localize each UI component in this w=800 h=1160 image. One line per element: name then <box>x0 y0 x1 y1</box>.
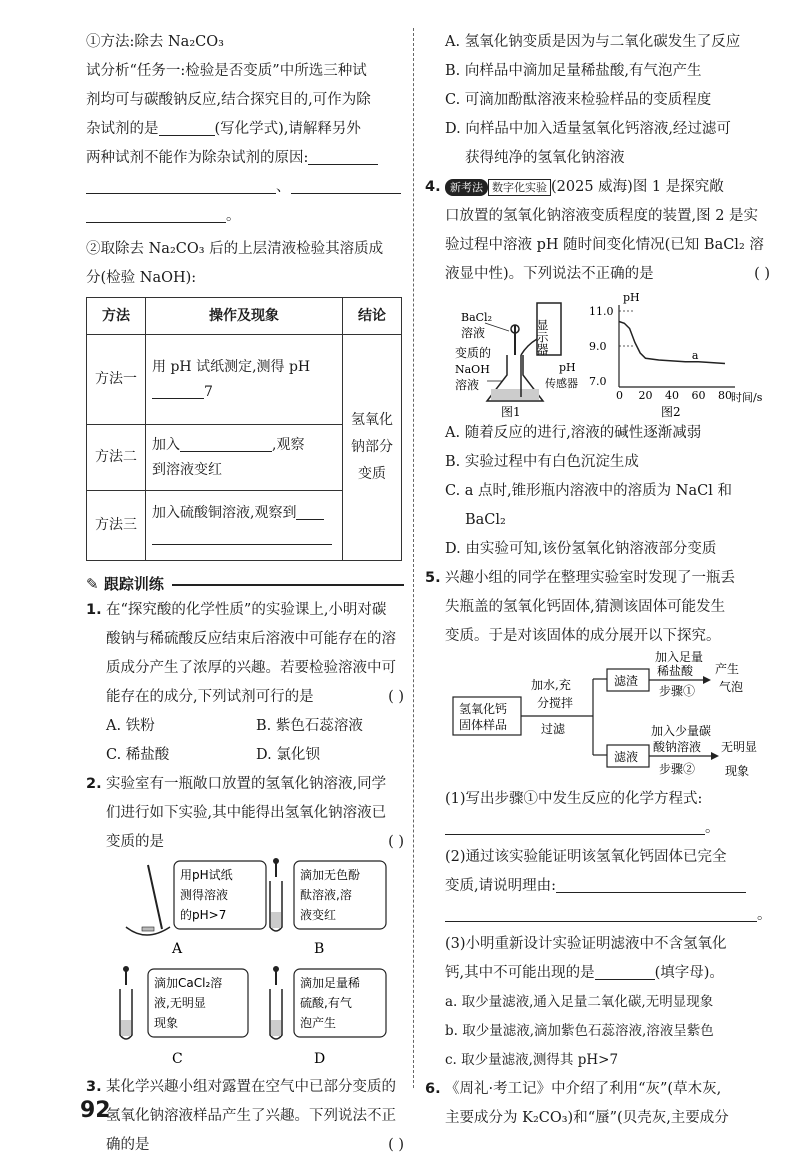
text-line: 两种试剂不能作为除杂试剂的原因: <box>86 144 404 173</box>
test-tube-icon <box>270 966 282 1039</box>
fig1-caption: 图1 <box>501 405 521 419</box>
answer-blank[interactable] <box>159 119 215 136</box>
ph-chart <box>589 291 763 419</box>
answer-blank[interactable] <box>445 818 705 835</box>
text-line: 变质的是 ( ) <box>86 828 404 857</box>
table-cell: 方法一 <box>87 335 146 425</box>
answer-blank[interactable] <box>86 206 226 223</box>
result2-label-2: 现象 <box>725 764 750 778</box>
answer-blank[interactable] <box>152 382 204 399</box>
result1-label-2: 气泡 <box>719 680 744 694</box>
note-b-2: 酞溶液,溶 <box>300 888 352 902</box>
option-d[interactable]: D. 向样品中加入适量氢氧化钙溶液,经过滤可 <box>445 121 731 137</box>
option-c[interactable]: C. a 点时,锥形瓶内溶液中的溶质为 NaCl 和 <box>445 483 732 499</box>
arrow-icon <box>711 752 719 760</box>
note-c-2: 液,无明显 <box>154 996 206 1010</box>
sample-label-2: 固体样品 <box>459 718 508 732</box>
answer-paren[interactable]: ( ) <box>388 689 404 705</box>
answer-blank[interactable] <box>291 177 401 194</box>
q2-figure <box>86 857 404 1073</box>
answer-blank[interactable] <box>86 177 276 194</box>
new-method-badge: 新考法 <box>445 179 488 196</box>
table-header: 操作及现象 <box>146 298 343 335</box>
fig1-label-sensor: 传感器 <box>545 377 578 390</box>
fig1-label-ph: pH <box>559 361 576 374</box>
table-header: 方法 <box>87 298 146 335</box>
answer-blank[interactable] <box>296 503 324 520</box>
y-tick-label: 9.0 <box>589 340 607 353</box>
result1-label-1: 产生 <box>715 662 740 676</box>
question-2: 2. 实验室有一瓶敞口放置的氢氧化钠溶液,同学 <box>86 776 387 792</box>
mid-label-2: 分搅拌 <box>537 696 574 710</box>
y-tick-label: 11.0 <box>589 305 614 318</box>
step2-label-3: 步骤② <box>659 762 696 776</box>
text-line: 钙,其中不可能出现的是 (填字母)。 <box>445 965 724 981</box>
step2-label-1: 加入少量碳 <box>651 724 712 738</box>
step1-label-3: 步骤① <box>659 684 696 698</box>
text-line: 。 <box>425 814 770 843</box>
mid-label-1: 加水,充 <box>531 678 571 692</box>
option-d[interactable]: D. 由实验可知,该份氢氧化钠溶液部分变质 <box>445 541 717 557</box>
filtrate-label: 滤液 <box>614 750 639 764</box>
fig1-label-deteriorated: 变质的 <box>455 346 492 360</box>
question-1: 1. 在“探究酸的化学性质”的实验课上,小明对碳 <box>86 602 387 618</box>
mid-label-3: 过滤 <box>541 722 566 736</box>
answer-blank[interactable] <box>308 148 378 165</box>
text-line: 口放置的氢氧化钠溶液变质程度的装置,图 2 是实 <box>445 208 759 224</box>
x-axis-label: 时间/s <box>731 391 763 404</box>
fig2-caption: 图2 <box>661 405 681 419</box>
step1-label-1: 加入足量 <box>655 651 704 664</box>
option-a[interactable]: A. 随着反应的进行,溶液的碱性逐渐减弱 <box>445 425 702 441</box>
label-b: B <box>314 941 325 957</box>
answer-blank[interactable] <box>556 876 746 893</box>
table-cell: 方法二 <box>87 425 146 491</box>
text-line: 们进行如下实验,其中能得出氢氧化钠溶液已 <box>106 805 387 821</box>
text-line: 杂试剂的是 (写化学式),请解释另外 <box>86 121 361 137</box>
table-cell: 加入 ,观察 到溶液变红 <box>146 425 343 491</box>
left-column <box>86 28 404 1160</box>
point-a-label: a <box>691 348 699 362</box>
experiment-table <box>86 297 402 561</box>
q4-figure-svg <box>425 289 770 419</box>
option-b[interactable]: B. 向样品中滴加足量稀盐酸,有气泡产生 <box>445 63 702 79</box>
option-b[interactable]: B. 紫色石蕊溶液 <box>256 718 363 734</box>
note-c-3: 现象 <box>154 1016 179 1030</box>
table-cell: 用 pH 试纸测定,测得 pH 7 <box>146 335 343 425</box>
text-line: 试分析“任务一:检验是否变质”中所选三种试 <box>86 63 367 79</box>
answer-paren[interactable]: ( ) <box>388 834 404 850</box>
option-d[interactable]: D. 氯化钡 <box>256 747 320 763</box>
text-line: 能存在的成分,下列试剂可行的是 ( ) <box>86 683 404 712</box>
q4-figures <box>425 289 770 419</box>
question-6: 6. 《周礼·考工记》中介绍了利用“灰”(草木灰, <box>425 1081 722 1097</box>
source-tag: (2025 威海) <box>551 179 633 195</box>
table-cell: 加入硫酸铜溶液,观察到 <box>146 491 343 561</box>
x-tick-label: 60 <box>691 389 706 402</box>
label-c: C <box>172 1051 183 1067</box>
x-tick-label: 40 <box>665 389 679 402</box>
text-line: 获得纯净的氢氧化钠溶液 <box>465 150 625 166</box>
digital-experiment-badge: 数字化实验 <box>488 179 551 196</box>
test-tube-icon <box>270 858 282 931</box>
text-line: 质成分产生了浓厚的兴趣。若要检验溶液中可 <box>106 660 396 676</box>
section-heading: ✎ 跟踪训练 <box>86 573 404 594</box>
note-b-3: 液变红 <box>300 908 337 922</box>
sample-label-1: 氢氧化钙 <box>459 702 508 716</box>
note-c-1: 滴加CaCl₂溶 <box>154 976 223 990</box>
note-d-3: 泡产生 <box>300 1016 337 1030</box>
label-d: D <box>314 1051 326 1067</box>
text-line: (1)写出步骤①中发生反应的化学方程式: <box>445 791 703 807</box>
question-4: 4. 新考法 数字化实验 (2025 威海)图 1 是探究敞 <box>425 179 724 195</box>
test-tube-icon <box>120 966 132 1039</box>
pencil-icon: ✎ <box>86 574 99 593</box>
option-c[interactable]: C. 可滴加酚酞溶液来检验样品的变质程度 <box>445 92 712 108</box>
answer-blank[interactable] <box>595 963 655 980</box>
x-tick-label: 20 <box>638 389 653 402</box>
text-line: 液显中性)。下列说法不正确的是 ( ) <box>425 260 770 289</box>
answer-blank[interactable] <box>152 528 332 545</box>
note-d-2: 硫酸,有气 <box>300 996 352 1010</box>
conclusion-cell: 氢氧化钠部分变质 <box>343 335 402 561</box>
y-axis-label: pH <box>623 291 640 304</box>
answer-paren[interactable]: ( ) <box>754 266 770 282</box>
step2-label-2: 酸钠溶液 <box>653 740 702 754</box>
watch-glass-icon <box>126 865 170 935</box>
text-line: 剂均可与碳酸钠反应,结合探究目的,可作为除 <box>86 92 371 108</box>
note-a-3: 的pH>7 <box>180 908 227 922</box>
note-b-1: 滴加无色酚 <box>300 868 361 882</box>
choice-a: a. 取少量滤液,通入足量二氧化碳,无明显现象 <box>445 994 714 1010</box>
text-line: BaCl₂ <box>465 512 506 528</box>
text-line: ②取除去 Na₂CO₃ 后的上层清液检验其溶质成 <box>86 241 384 257</box>
text-line: 变质。于是对该固体的成分展开以下探究。 <box>445 628 721 644</box>
choice-b: b. 取少量滤液,滴加紫色石蕊溶液,溶液呈紫色 <box>445 1023 714 1039</box>
table-cell: 方法三 <box>87 491 146 561</box>
text-line: 失瓶盖的氢氧化钙固体,猜测该固体可能发生 <box>445 599 726 615</box>
x-tick-label: 0 <box>616 389 623 402</box>
fig1-label-solution: 溶液 <box>461 326 486 340</box>
ph-series-line <box>619 322 725 364</box>
q5-flowchart <box>425 651 770 785</box>
text-line: 分(检验 NaOH): <box>86 270 197 286</box>
question-3: 3. 某化学兴趣小组对露置在空气中已部分变质的 <box>86 1079 396 1095</box>
text-line: 。 <box>425 901 770 930</box>
option-a[interactable]: A. 铁粉 <box>106 718 155 734</box>
note-d-1: 滴加足量稀 <box>300 976 361 990</box>
fig1-label-naoh: NaOH <box>455 363 490 376</box>
note-a-2: 测得溶液 <box>180 888 229 902</box>
table-header: 结论 <box>343 298 402 335</box>
fig1-label-solution2: 溶液 <box>455 378 480 392</box>
text-line: 主要成分为 K₂CO₃)和“蜃”(贝壳灰,主要成分 <box>445 1110 729 1126</box>
option-a[interactable]: A. 氢氧化钠变质是因为与二氧化碳发生了反应 <box>445 34 741 50</box>
note-a-1: 用pH试纸 <box>180 868 233 882</box>
result2-label-1: 无明显 <box>721 740 758 754</box>
text-line: 变质,请说明理由: <box>425 872 770 901</box>
text-line: 。 <box>86 202 404 231</box>
option-b[interactable]: B. 实验过程中有白色沉淀生成 <box>445 454 639 470</box>
text-line: 验过程中溶液 pH 随时间变化情况(已知 BaCl₂ 溶 <box>445 237 764 253</box>
answer-blank[interactable] <box>180 435 272 452</box>
text-line: 氢氧化钠溶液样品产生了兴趣。下列说法不正 <box>106 1108 396 1124</box>
page-number: 92 <box>80 1098 111 1123</box>
x-tick-label: 80 <box>718 389 732 402</box>
fig1-label-bacl2: BaCl₂ <box>461 311 492 324</box>
choice-c: c. 取少量滤液,测得其 pH>7 <box>445 1052 619 1068</box>
arrow-icon <box>703 676 711 684</box>
text-line: 、 <box>86 173 404 202</box>
method1-title: ①方法:除去 Na₂CO₃ <box>86 34 224 50</box>
label-a: A <box>172 941 183 957</box>
options-row <box>86 741 404 770</box>
y-tick-label: 7.0 <box>589 375 607 388</box>
text-line: (2)通过该实验能证明该氢氧化钙固体已完全 <box>445 849 727 865</box>
answer-paren[interactable]: ( ) <box>388 1137 404 1153</box>
text-line: 确的是 ( ) <box>86 1131 404 1160</box>
question-5: 5. 兴趣小组的同学在整理实验室时发现了一瓶丢 <box>425 570 735 586</box>
option-c[interactable]: C. 稀盐酸 <box>106 747 170 763</box>
residue-label: 滤渣 <box>614 674 639 688</box>
options-row <box>86 712 404 741</box>
fig1-label-display: 显示器 <box>535 319 549 355</box>
step1-label-2: 稀盐酸 <box>657 664 694 678</box>
answer-blank[interactable] <box>445 905 757 922</box>
text-line: 酸钠与稀硫酸反应结束后溶液中可能存在的溶 <box>106 631 396 647</box>
column-divider <box>413 28 414 1088</box>
text-line: (3)小明重新设计实验证明滤液中不含氢氧化 <box>445 936 727 952</box>
right-column <box>425 28 770 1133</box>
